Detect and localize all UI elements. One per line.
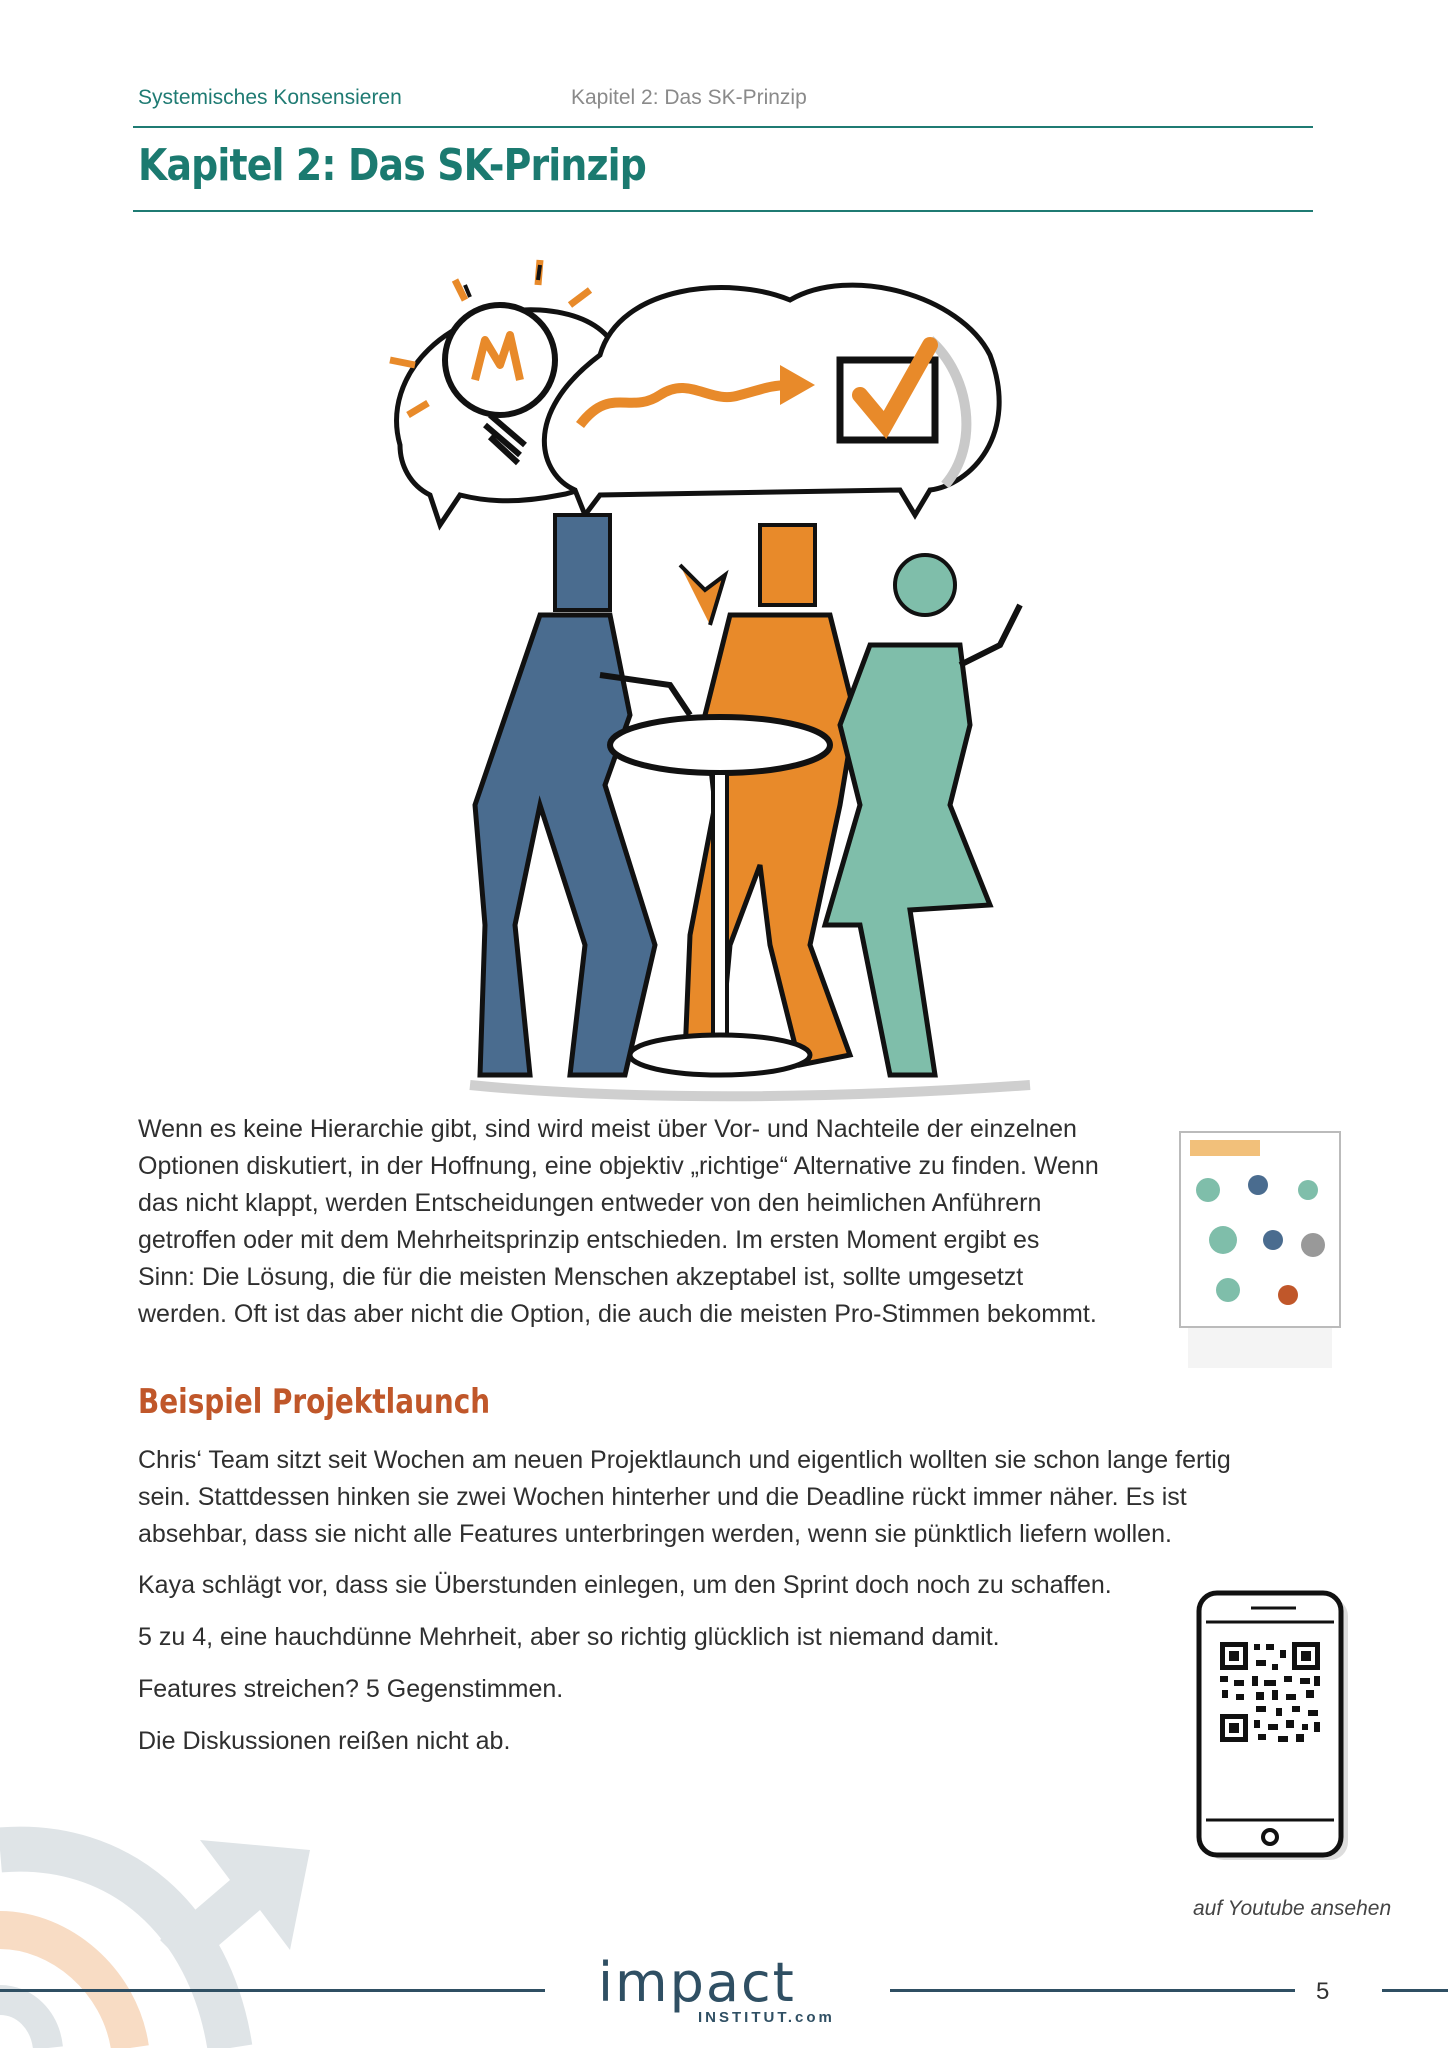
section-title: Beispiel Projektlaunch [138, 1382, 491, 1422]
intro-line: getroffen oder mit dem Mehrheitsprinzip entschieden. Im ersten Moment ergibt es [138, 1226, 1040, 1254]
logo-text: impact [598, 1951, 796, 2014]
intro-line: Optionen diskutiert, in der Hoffnung, eine objektiv „richtige“ Alternative zu finden. Wenn [138, 1152, 1099, 1180]
footer-line-right [890, 1989, 1295, 1992]
header-divider [133, 126, 1313, 128]
video-caption[interactable]: auf Youtube ansehen [1193, 1897, 1392, 1920]
title-divider [133, 210, 1313, 212]
team-at-table-illustration [370, 245, 1070, 1105]
intro-line: das nicht klappt, werden Entscheidungen entweder von den heimlichen Anführern [138, 1189, 1042, 1217]
impact-logo [598, 1951, 858, 2031]
logo-subtext: INSTITUT.com [698, 2009, 835, 2026]
footer-line-end [1382, 1989, 1448, 1992]
phone-qr-icon[interactable] [1196, 1590, 1358, 1870]
footer-line-left [0, 1989, 545, 1992]
example-statement: Kaya schlägt vor, dass sie Überstunden einlegen, um den Sprint doch noch zu schaffen. [138, 1571, 1112, 1599]
page-number: 5 [1316, 1978, 1330, 2005]
running-header-center: Kapitel 2: Das SK-Prinzip [571, 86, 807, 109]
example-statement: Die Diskussionen reißen nicht ab. [138, 1727, 511, 1755]
running-header-left: Systemisches Konsensieren [138, 86, 402, 109]
intro-paragraph [138, 1111, 1158, 1333]
intro-line: werden. Oft ist das aber nicht die Option, die auch die meisten Pro-Stimmen bekommt. [138, 1300, 1097, 1328]
example-line: Chris‘ Team sitzt seit Wochen am neuen Projektlaunch und eigentlich wollten sie schon lange fertig [138, 1446, 1231, 1474]
example-statement: 5 zu 4, eine hauchdünne Mehrheit, aber so richtig glücklich ist niemand damit. [138, 1623, 1000, 1651]
intro-line: Wenn es keine Hierarchie gibt, sind wird meist über Vor- und Nachteile der einzelnen [138, 1115, 1077, 1143]
chapter-title: Kapitel 2: Das SK-Prinzip [138, 140, 646, 191]
poster-thumbnail[interactable] [1178, 1130, 1342, 1374]
example-statement: Features streichen? 5 Gegenstimmen. [138, 1675, 564, 1703]
example-line: absehbar, dass sie nicht alle Features unterbringen werden, wenn sie pünktlich liefern wollen. [138, 1520, 1172, 1548]
target-arrow-decoration [0, 1810, 330, 2048]
example-line: sein. Stattdessen hinken sie zwei Wochen hinterher und die Deadline rückt immer näher. Es ist [138, 1483, 1187, 1511]
intro-line: Sinn: Die Lösung, die für die meisten Menschen akzeptabel ist, sollte umgesetzt [138, 1263, 1024, 1291]
example-paragraph [138, 1442, 1318, 1553]
